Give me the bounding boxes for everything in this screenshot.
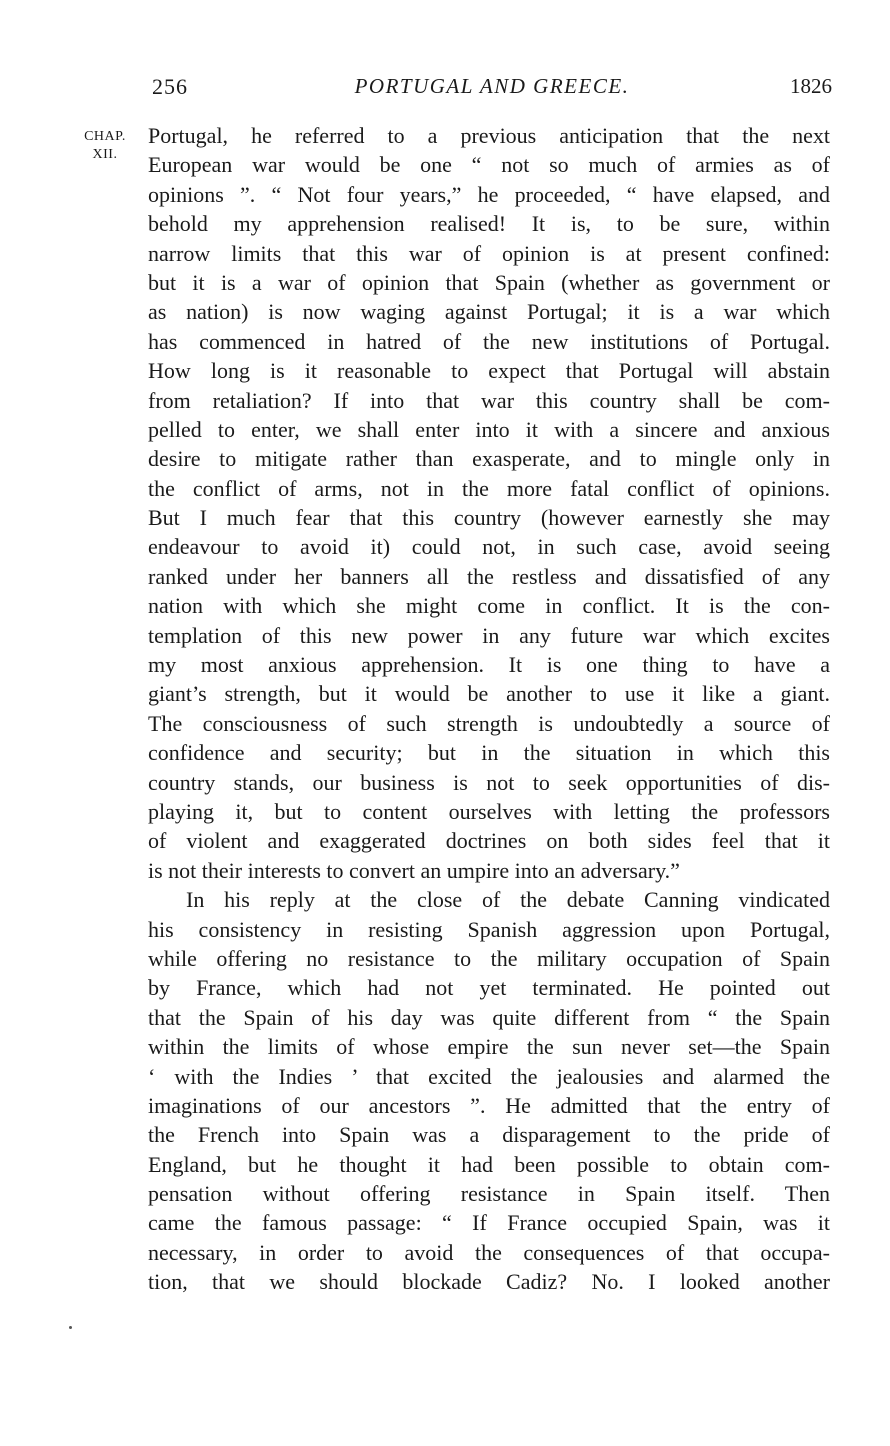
text-line: ‘ with the Indies ’ that excited the jealousies and alarmed the xyxy=(148,1063,830,1089)
text-line: pelled to enter, we shall enter into it with a sincere and anxious xyxy=(148,416,830,442)
text-line: ranked under her banners all the restless and dissatisfied of any xyxy=(148,563,830,589)
text-line: pensation without offering resistance in Spain itself. Then xyxy=(148,1181,830,1207)
text-line: opinions ”. “ Not four years,” he proceeded, “ have elapsed, and xyxy=(148,181,830,207)
text-line: playing it, but to content ourselves with letting the professors xyxy=(148,798,830,824)
text-line: the conflict of arms, not in the more fatal conflict of opinions. xyxy=(148,475,830,501)
running-head: PORTUGAL AND GREECE. xyxy=(354,74,630,98)
text-line: is not their interests to convert an umpire into an adversary.” xyxy=(148,857,680,883)
chapter-label-line-1: CHAP. xyxy=(84,129,126,144)
text-line: necessary, in order to avoid the consequences of that occupa- xyxy=(148,1239,830,1265)
chapter-label-line-2: XII. xyxy=(92,147,118,162)
text-line: narrow limits that this war of opinion is at present confined: xyxy=(148,240,830,266)
text-line: has commenced in hatred of the new institutions of Portugal. xyxy=(148,328,830,354)
text-line: country stands, our business is not to seek opportunities of dis- xyxy=(148,769,830,795)
text-line: tion, that we should blockade Cadiz? No. I looked another xyxy=(148,1269,830,1295)
text-line: England, but he thought it had been possible to obtain com- xyxy=(148,1151,830,1177)
text-line: But I much fear that this country (however earnestly she may xyxy=(148,505,830,531)
text-line: desire to mitigate rather than exasperate, and to mingle only in xyxy=(148,446,830,472)
text-line: confidence and security; but in the situation in which this xyxy=(148,740,830,766)
text-line: In his reply at the close of the debate Canning vindicated xyxy=(186,887,830,913)
text-line: but it is a war of opinion that Spain (whether as government or xyxy=(148,269,830,295)
text-line: from retaliation? If into that war this country shall be com- xyxy=(148,387,830,413)
paragraph xyxy=(148,885,830,1296)
text-line: Portugal, he referred to a previous anticipation that the next xyxy=(148,123,830,148)
text-line: endeavour to avoid it) could not, in such case, avoid seeing xyxy=(148,534,830,560)
text-line: giant’s strength, but it would be another to use it like a giant. xyxy=(148,681,830,707)
text-line: while offering no resistance to the military occupation of Spain xyxy=(148,945,830,971)
paragraph xyxy=(148,121,830,885)
text-line: The consciousness of such strength is undoubtedly a source of xyxy=(148,710,830,736)
chapter-marginal-label xyxy=(70,128,140,164)
text-line: that the Spain of his day was quite different from “ the Spain xyxy=(148,1004,830,1030)
page-header xyxy=(152,74,832,110)
text-line: How long is it reasonable to expect that Portugal will abstain xyxy=(148,358,830,384)
text-line: the French into Spain was a disparagement to the pride of xyxy=(148,1122,830,1148)
page-number: 256 xyxy=(152,74,188,99)
text-line: templation of this new power in any future war which excites xyxy=(148,622,830,648)
text-line: European war would be one “ not so much of armies as of xyxy=(148,152,830,178)
text-line: as nation) is now waging against Portugal; it is a war which xyxy=(148,299,830,325)
text-line: my most anxious apprehension. It is one thing to have a xyxy=(148,652,830,678)
text-line: within the limits of whose empire the sun never set—the Spain xyxy=(148,1034,830,1060)
header-year: 1826 xyxy=(790,74,832,98)
ink-speck xyxy=(69,1326,72,1329)
text-line: behold my apprehension realised! It is, to be sure, within xyxy=(148,211,830,237)
text-line: by France, which had not yet terminated. He pointed out xyxy=(148,975,830,1001)
text-line: imaginations of our ancestors ”. He admitted that the entry of xyxy=(148,1092,830,1118)
text-line: came the famous passage: “ If France occupied Spain, was it xyxy=(148,1210,830,1236)
body-text xyxy=(148,121,830,1297)
text-line: of violent and exaggerated doctrines on both sides feel that it xyxy=(148,828,830,854)
text-line: his consistency in resisting Spanish aggression upon Portugal, xyxy=(148,916,830,942)
text-line: nation with which she might come in conflict. It is the con- xyxy=(148,593,830,619)
